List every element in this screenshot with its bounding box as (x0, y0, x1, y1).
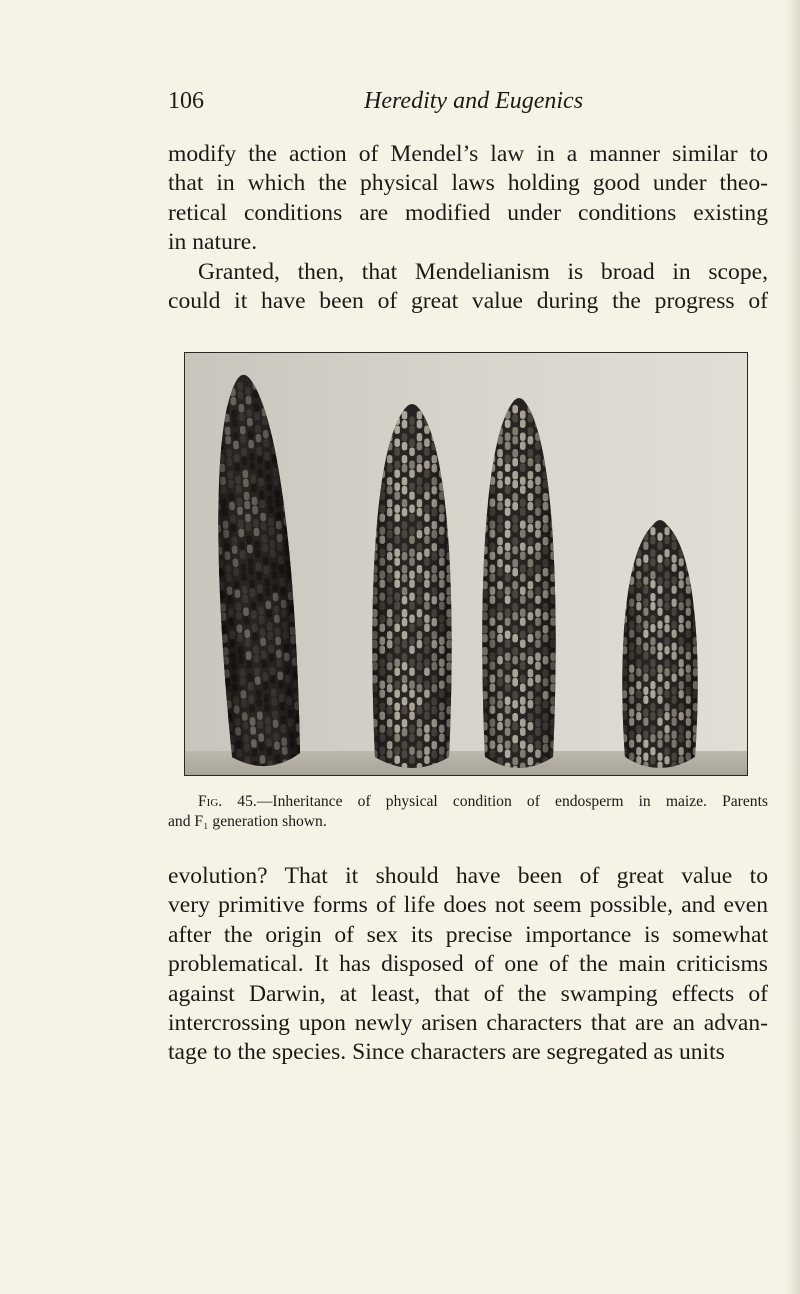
text-line: evolution? That it should have been of great value to (168, 863, 768, 889)
text-line: in nature. (168, 229, 258, 256)
caption-line-1 (168, 792, 768, 812)
body-paragraph-bottom (168, 862, 768, 1068)
text-line: problematical. It has disposed of one of the main criticisms (168, 951, 768, 978)
text-line: tage to the species. Since characters are segregated as units (168, 1039, 725, 1066)
text-line: could it have been of great value during the progress of (168, 288, 768, 315)
figure-label: Fig. 45. (198, 793, 257, 810)
text-line: against Darwin, at least, that of the swamping effects of (168, 980, 768, 1007)
text-line: Granted, then, that Mendelianism is broad in scope, (198, 258, 768, 285)
text-line: intercrossing upon newly arisen characters that are an advan- (168, 1010, 768, 1037)
body-paragraph-top (168, 140, 768, 316)
running-title: Heredity and Eugenics (364, 88, 584, 114)
page-header (168, 88, 768, 122)
text-line: retical conditions are modified under conditions existing (168, 199, 768, 226)
maize-ears-illustration (185, 353, 747, 775)
text-line: after the origin of sex its precise importance is somewhat (168, 921, 768, 948)
page-edge-shadow (786, 0, 800, 1294)
text-line: very primitive forms of life does not seem possible, and even (168, 892, 768, 919)
text-line: that in which the physical laws holding good under theo- (168, 170, 768, 197)
page-number: 106 (168, 88, 204, 114)
caption-line-2: and F₁ generation shown. (168, 813, 327, 830)
text-line: modify the action of Mendel’s law in a manner similar to (168, 141, 768, 167)
caption-text-1: —Inheritance of physical condition of endosperm in maize. Parents (256, 793, 768, 810)
figure-caption (168, 792, 768, 832)
figure-maize-photograph (184, 352, 748, 776)
